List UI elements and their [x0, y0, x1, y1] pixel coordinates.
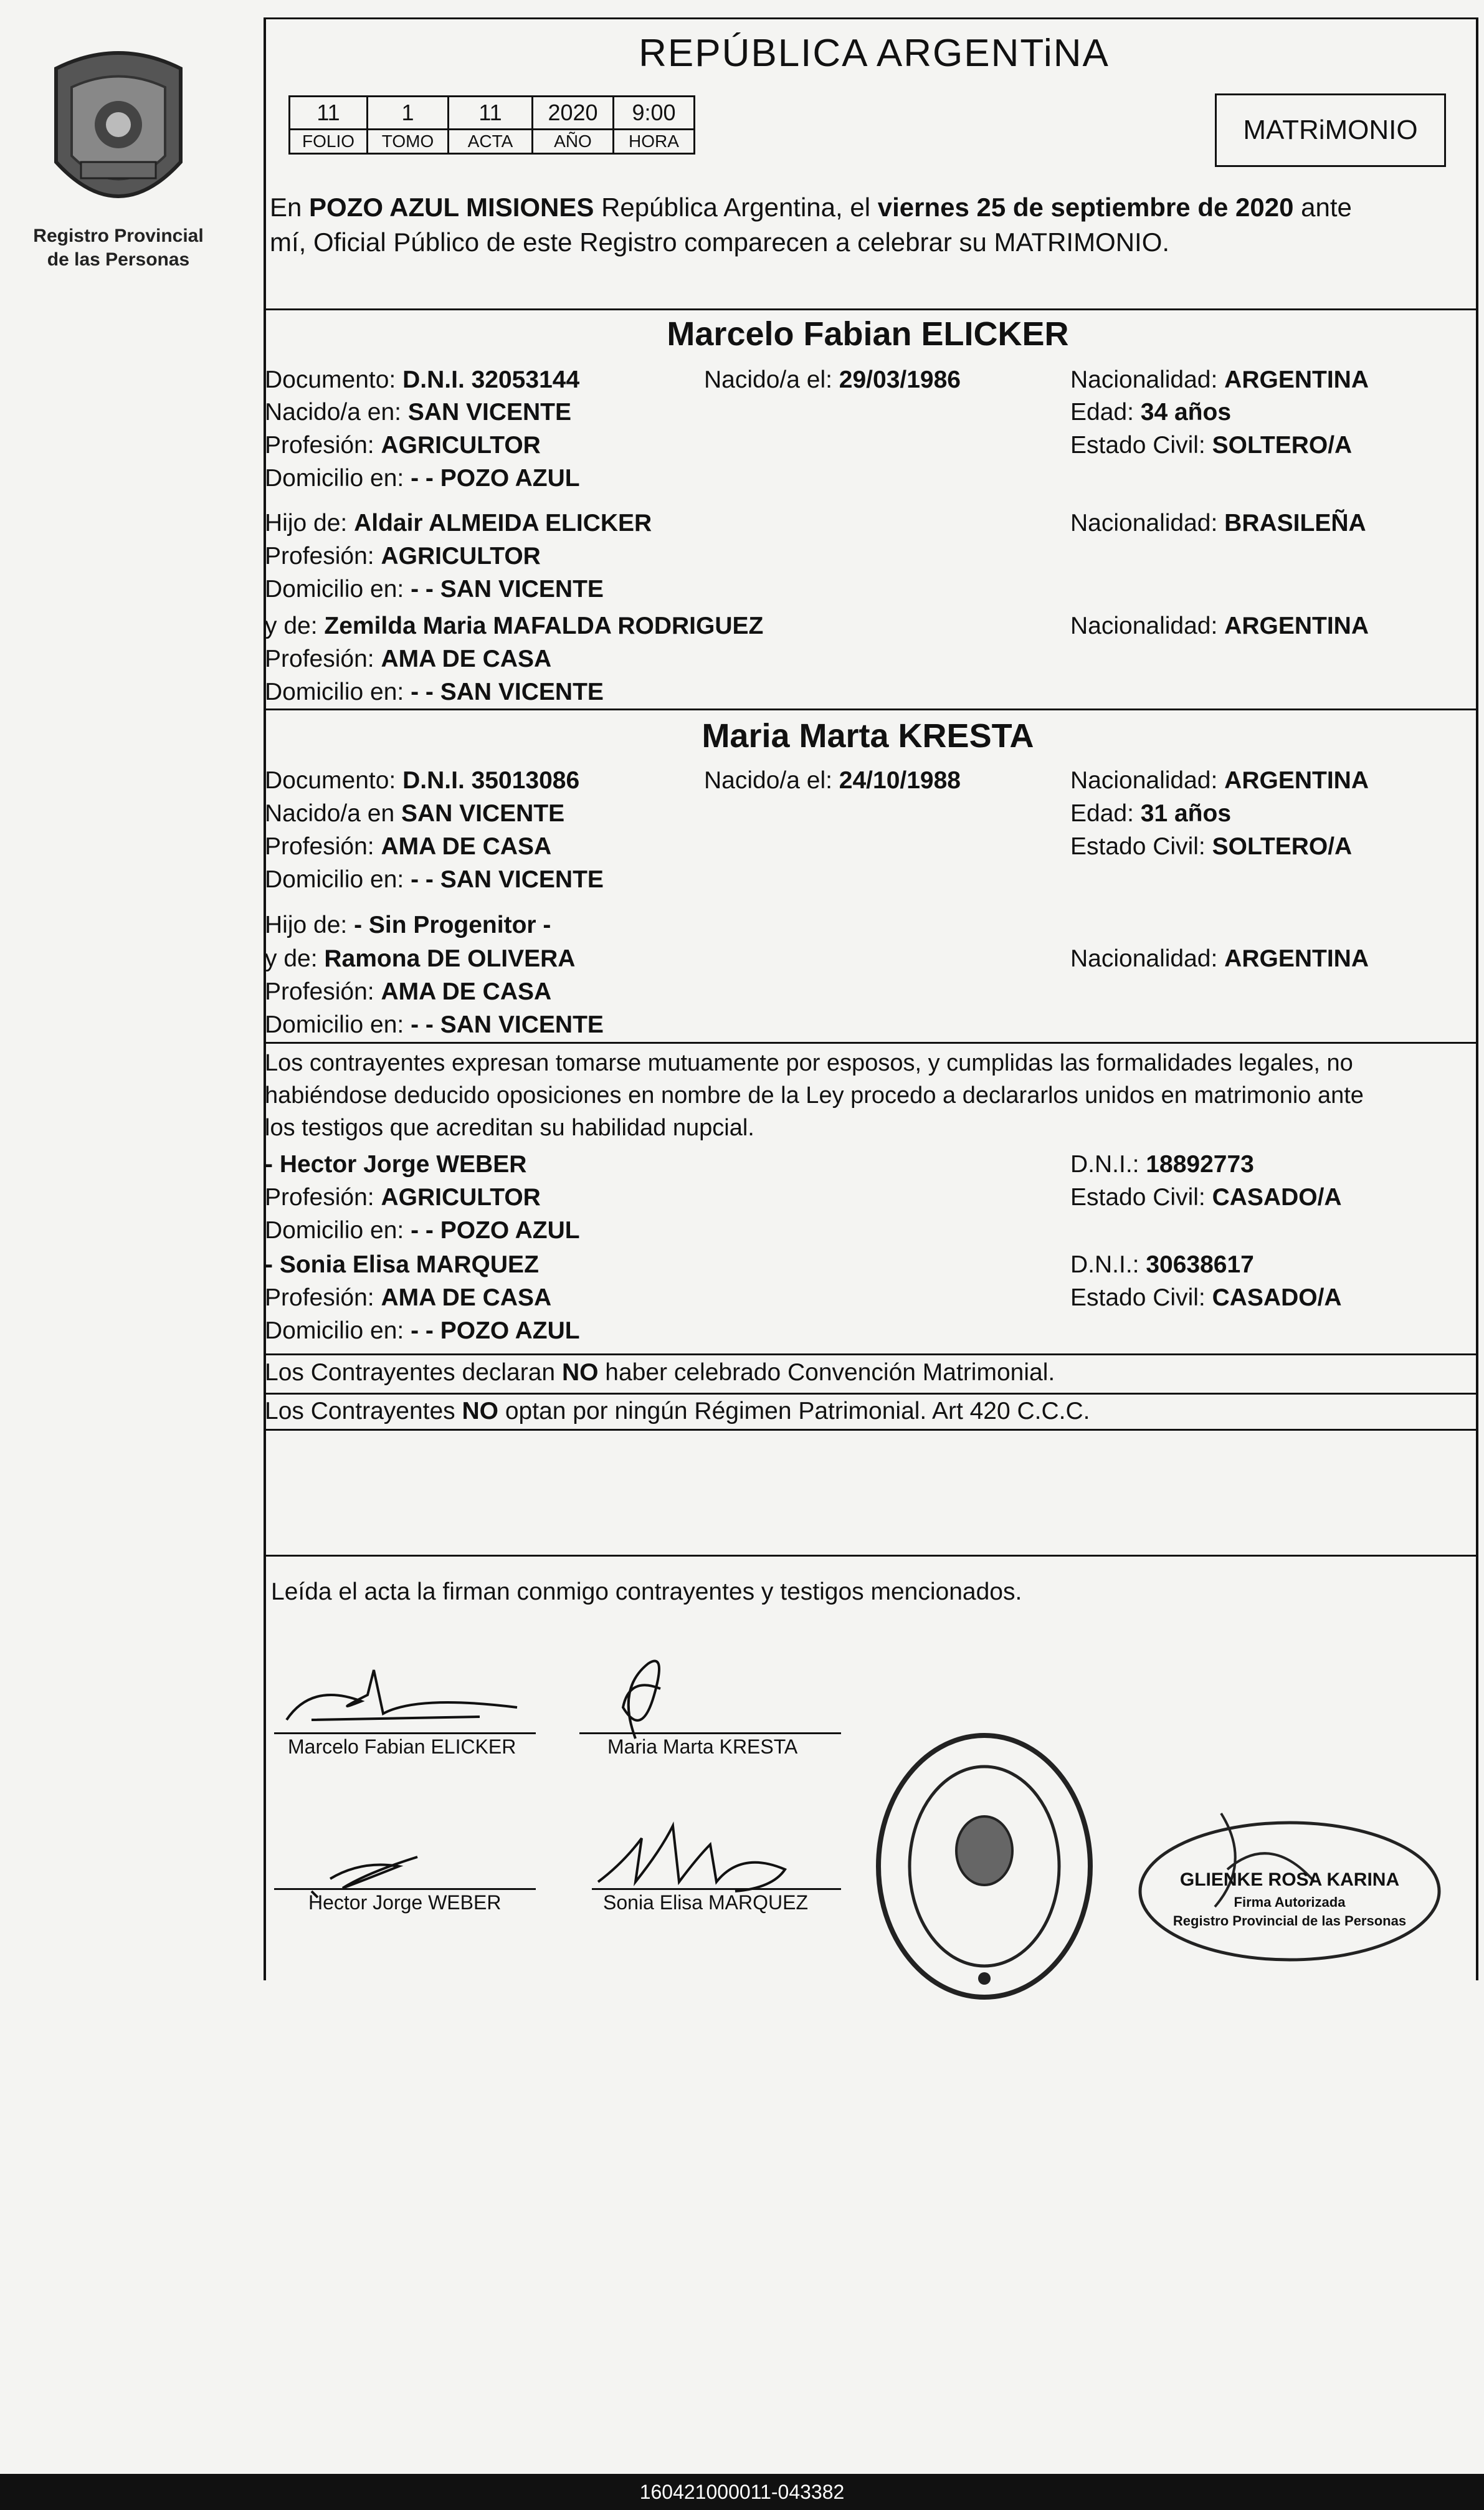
witness2-name: - Sonia Elisa MARQUEZ: [265, 1251, 539, 1278]
groom-father: Hijo de: Aldair ALMEIDA ELICKER: [265, 510, 652, 537]
groom-birthplace: Nacido/a en: SAN VICENTE: [265, 399, 572, 426]
intro-text: [270, 190, 1352, 260]
bride-father: Hijo de: - Sin Progenitor -: [265, 912, 551, 938]
bride-domicile: Domicilio en: - - SAN VICENTE: [265, 866, 604, 893]
groom-doc: Documento: D.N.I. 32053144: [265, 366, 580, 393]
intro-place: POZO AZUL MISIONES: [309, 193, 594, 222]
declaration-line1: Los contrayentes expresan tomarse mutuamente por esposos, y cumplidas las formalidades legales, no: [265, 1050, 1353, 1076]
intro-p1: En: [270, 193, 310, 222]
divider: [264, 308, 1478, 310]
closing-text: Leída el acta la firman conmigo contrayentes y testigos mencionados.: [271, 1578, 1022, 1605]
witness1-dni: D.N.I.: 18892773: [1070, 1151, 1254, 1178]
groom-profession: Profesión: AGRICULTOR: [265, 432, 541, 459]
groom-domicile: Domicilio en: - - POZO AZUL: [265, 465, 580, 492]
divider: [264, 1393, 1478, 1395]
witness2-signature-name: Sonia Elisa MARQUEZ: [603, 1891, 808, 1914]
declaration-text: [265, 1047, 1364, 1144]
witness2-domicile: Domicilio en: - - POZO AZUL: [265, 1317, 580, 1344]
document-id-footer: 160421000011-043382: [0, 2474, 1484, 2510]
groom-signature-line: [274, 1732, 536, 1734]
act-type-box: MATRiMONIO: [1215, 93, 1446, 167]
divider: [264, 17, 1478, 19]
intro-date: viernes 25 de septiembre de 2020: [877, 193, 1294, 222]
registry-logo: [44, 44, 193, 224]
stamp-role: Firma Autorizada: [1234, 1894, 1346, 1910]
bride-born: Nacido/a el: 24/10/1988: [704, 767, 961, 794]
witness1-domicile: Domicilio en: - - POZO AZUL: [265, 1217, 580, 1244]
witness1-profession: Profesión: AGRICULTOR: [265, 1184, 541, 1211]
groom-civil-status: Estado Civil: SOLTERO/A: [1070, 432, 1353, 459]
groom-nationality: Nacionalidad: ARGENTINA: [1070, 366, 1369, 393]
bride-signature-name: Maria Marta KRESTA: [607, 1735, 798, 1758]
intro-p3: ante: [1293, 193, 1352, 222]
groom-father-nationality: Nacionalidad: BRASILEÑA: [1070, 510, 1366, 537]
declaration-line2: habiéndose deducido oposiciones en nombre de la Ley procedo a declararlos unidos en matrimonio ante: [265, 1082, 1364, 1109]
divider: [264, 709, 1478, 710]
hour-label: HORA: [614, 130, 695, 154]
convention-statement: Los Contrayentes declaran NO haber celebrado Convención Matrimonial.: [265, 1359, 1055, 1386]
bride-birthplace: Nacido/a en SAN VICENTE: [265, 800, 565, 827]
bride-profession: Profesión: AMA DE CASA: [265, 833, 552, 860]
bride-mother-profession: Profesión: AMA DE CASA: [265, 978, 552, 1005]
groom-father-domicile: Domicilio en: - - SAN VICENTE: [265, 576, 604, 603]
groom-mother-nationality: Nacionalidad: ARGENTINA: [1070, 613, 1369, 639]
intro-line2: mí, Oficial Público de este Registro comparecen a celebrar su MATRIMONIO.: [270, 227, 1170, 257]
hour-value: 9:00: [614, 97, 695, 130]
document-title: REPÚBLICA ARGENTiNA: [639, 32, 1110, 75]
bride-mother-nationality: Nacionalidad: ARGENTINA: [1070, 945, 1369, 972]
witness2-signature: [586, 1813, 847, 1901]
year-label: AÑO: [533, 130, 614, 154]
folio-label: FOLIO: [290, 130, 368, 154]
acta-label: ACTA: [449, 130, 533, 154]
groom-mother-profession: Profesión: AMA DE CASA: [265, 646, 552, 672]
bride-name-heading: Maria Marta KRESTA: [702, 717, 1034, 755]
year-value: 2020: [533, 97, 614, 130]
bride-signature: [579, 1651, 841, 1745]
bride-civil-status: Estado Civil: SOLTERO/A: [1070, 833, 1353, 860]
stamp-name: GLIENKE ROSA KARINA: [1179, 1869, 1400, 1890]
witness2-profession: Profesión: AMA DE CASA: [265, 1284, 552, 1311]
stamp-office: Registro Provincial de las Personas: [1172, 1913, 1407, 1929]
witness1-civil-status: Estado Civil: CASADO/A: [1070, 1184, 1342, 1211]
witness2-signature-line: [592, 1888, 841, 1890]
groom-mother: y de: Zemilda Maria MAFALDA RODRIGUEZ: [265, 613, 764, 639]
act-header-table: [288, 95, 695, 155]
witness1-name: - Hector Jorge WEBER: [265, 1151, 527, 1178]
divider: [264, 1555, 1478, 1557]
bride-mother-domicile: Domicilio en: - - SAN VICENTE: [265, 1011, 604, 1038]
divider: [264, 1429, 1478, 1431]
registry-seal: [869, 1726, 1100, 2007]
regime-statement: Los Contrayentes NO optan por ningún Régimen Patrimonial. Art 420 C.C.C.: [265, 1398, 1090, 1424]
bride-nationality: Nacionalidad: ARGENTINA: [1070, 767, 1369, 794]
logo-caption: [25, 224, 212, 272]
bride-doc: Documento: D.N.I. 35013086: [265, 767, 580, 794]
divider: [264, 1042, 1478, 1044]
authorized-signature-stamp: [1128, 1795, 1452, 1982]
intro-line1: [270, 190, 1352, 225]
witness1-signature-line: [274, 1888, 536, 1890]
bride-signature-line: [579, 1732, 841, 1734]
folio-value: 11: [290, 97, 368, 130]
declaration-line3: los testigos que acreditan su habilidad nupcial.: [265, 1115, 754, 1141]
bride-mother: y de: Ramona DE OLIVERA: [265, 945, 576, 972]
logo-caption-line1: Registro Provincial: [33, 226, 204, 246]
acta-value: 11: [449, 97, 533, 130]
groom-name-heading: Marcelo Fabian ELICKER: [667, 315, 1069, 353]
intro-p2: República Argentina, el: [594, 193, 878, 222]
groom-age: Edad: 34 años: [1070, 399, 1232, 426]
bride-age: Edad: 31 años: [1070, 800, 1232, 827]
tomo-label: TOMO: [368, 130, 449, 154]
groom-born: Nacido/a el: 29/03/1986: [704, 366, 961, 393]
logo-caption-line2: de las Personas: [47, 249, 190, 270]
witness2-civil-status: Estado Civil: CASADO/A: [1070, 1284, 1342, 1311]
groom-signature-name: Marcelo Fabian ELICKER: [288, 1735, 516, 1758]
witness2-dni: D.N.I.: 30638617: [1070, 1251, 1254, 1278]
witness1-signature-name: Hector Jorge WEBER: [308, 1891, 502, 1914]
tomo-value: 1: [368, 97, 449, 130]
groom-father-profession: Profesión: AGRICULTOR: [265, 543, 541, 570]
divider: [264, 1353, 1478, 1355]
groom-signature: [274, 1658, 536, 1739]
groom-mother-domicile: Domicilio en: - - SAN VICENTE: [265, 679, 604, 705]
